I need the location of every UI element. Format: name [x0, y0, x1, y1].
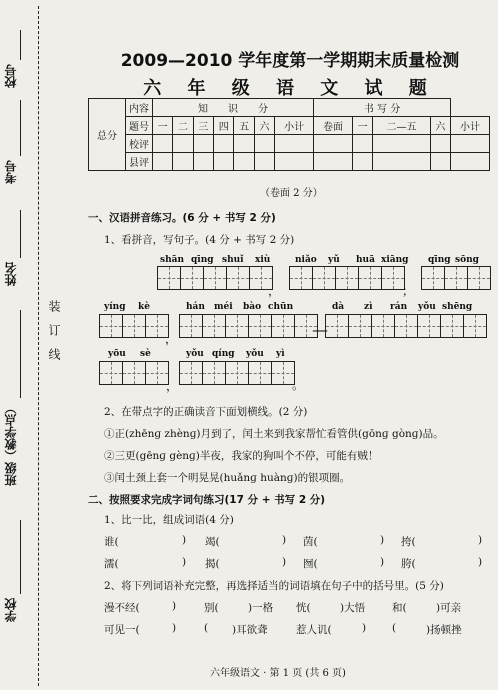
pinyin: yǒu — [186, 349, 204, 359]
writing-grid[interactable] — [326, 314, 487, 338]
idiom-part: ) — [172, 622, 177, 634]
writing-grid[interactable] — [100, 361, 169, 385]
pinyin: qīng — [428, 255, 451, 265]
pinyin: shuǐ — [222, 255, 244, 265]
total-cell: 总分 — [89, 99, 126, 171]
pinyin: qīng — [191, 255, 214, 265]
col-header: 五 — [234, 117, 254, 135]
pinyin: méi — [214, 302, 233, 312]
score-cell[interactable] — [234, 153, 254, 171]
page-footer: 六年级语文 · 第 1 页 (共 6 页) — [210, 668, 346, 679]
idiom-part: )大悟 — [340, 602, 366, 614]
col-header: 小计 — [275, 117, 314, 135]
s1-q2: 2、在带点字的正确读音下面划横线。(2 分) — [104, 406, 308, 418]
col-header: 小计 — [451, 117, 490, 135]
score-cell[interactable] — [193, 153, 213, 171]
s1-q2a: ①正(zhēnɡ zhènɡ)月到了，闰土来到我家帮忙看管供(gōnɡ gònɡ)品。 — [104, 428, 444, 440]
score-cell[interactable] — [214, 153, 234, 171]
score-cell[interactable] — [430, 153, 450, 171]
paper-note: （卷面 2 分） — [260, 188, 323, 199]
school-label: 学校 — [4, 598, 18, 622]
pinyin: yǒu — [418, 302, 436, 312]
writing-grid[interactable] — [422, 266, 491, 290]
exam-page: 校号 考号 姓名 班级（教学点） 学校 装 订 线 2009—2010 学年度第一学期期末质量检测 六 年 级 语 文 试 题 总分 内容 知 识 分 书 写 分 题号 一 二 三 四 五 六 小计 卷面 一 二—五 六 小计 校评 县评 （卷面 2 分） 一、汉语拼音练习。(6 分 + 书写 2 分) 1、看拼音，写句子。(4 分 + 书写 2 分) shān qīng shuǐ xiù niǎo yǔ huā xiāng qīng sōng ， ； yíng kè hán méi bào chūn dà zì rán yǒu shēng ， — yōu sè yǒu qíng yǒu yì ， 。 2、在带点字的正确读音下面划横线。(2 分) ①正(zhēnɡ zhènɡ)月到了，闰土来到我家帮忙看管供(gōnɡ gònɡ)品。 ②三更(gēnɡ gènɡ)半夜，我家的狗叫个不停，可能有贼！ ③闰土颈上套一个明晃晃(huǎnɡ huànɡ)的银项圈。 二、按照要求完成字词句练习(17 分 + 书写 2 分) 1、比一比，组成词语(4 分) 谁( ) 竭( ) 茵( ) 挎( ) 濡( ) 揭( ) 囫( ) 胯( ) 2、将下列词语补充完整，再选择适当的词语填在句子中的括号里。(5 分) 漫不经( ) 别( )一格 恍( )大悟 和( )可亲 可见一( ) ( )耳欲聋 惹人讥( ) ( )扬顿挫 六年级语文 · 第 1 页 (共 6 页) — [0, 0, 498, 690]
idiom-part: )耳欲聋 — [232, 624, 268, 636]
writing-grid[interactable] — [100, 314, 169, 338]
pinyin: rán — [390, 302, 408, 312]
pinyin: yíng — [104, 302, 126, 312]
content-label: 内容 — [126, 99, 153, 117]
col-header: 三 — [193, 117, 213, 135]
writing-grid[interactable] — [290, 266, 405, 290]
school-no-label: 校号 — [4, 64, 18, 88]
s1-q2c: ③闰土颈上套一个明晃晃(huǎnɡ huànɡ)的银项圈。 — [104, 472, 351, 484]
writing-header: 书 写 分 — [314, 99, 451, 117]
col-header: 四 — [214, 117, 234, 135]
score-cell[interactable] — [254, 135, 274, 153]
pinyin: xiāng — [381, 255, 409, 265]
compare-item: 揭( — [205, 558, 220, 570]
pinyin: sè — [140, 349, 151, 359]
compare-item: 胯( — [401, 558, 416, 570]
pinyin: yì — [276, 349, 285, 359]
tihao-label: 题号 — [126, 117, 153, 135]
paren-close: ) — [380, 534, 385, 546]
paren-close: ) — [282, 556, 287, 568]
col-header: 六 — [430, 117, 450, 135]
pinyin: hán — [186, 302, 205, 312]
score-table — [88, 98, 490, 171]
col-header: 二 — [173, 117, 193, 135]
score-cell[interactable] — [430, 135, 450, 153]
pinyin: xiù — [255, 255, 271, 265]
col-header: 六 — [254, 117, 274, 135]
name-label: 姓名 — [4, 262, 18, 286]
compare-item: 竭( — [205, 536, 220, 548]
school-no-line — [20, 30, 21, 60]
fold-line — [38, 6, 39, 686]
idiom-part: 惹人讥( — [296, 624, 332, 636]
s2-q1: 1、比一比，组成词语(4 分) — [104, 514, 234, 526]
pinyin: shēng — [442, 302, 473, 312]
paren-close: ) — [182, 534, 187, 546]
idiom-part: ) — [362, 622, 367, 634]
idiom-part: )可亲 — [436, 602, 462, 614]
paren-close: ) — [478, 556, 483, 568]
score-cell[interactable] — [275, 153, 314, 171]
exam-title: 2009—2010 学年度第一学期期末质量检测 — [120, 51, 460, 71]
class-label: 班级（教学点） — [4, 402, 18, 486]
score-cell[interactable] — [173, 153, 193, 171]
score-cell[interactable] — [153, 135, 173, 153]
exam-no-label: 考号 — [4, 160, 18, 184]
exam-no-line — [20, 100, 21, 156]
name-line — [20, 210, 21, 258]
col-header: 一 — [153, 117, 173, 135]
score-cell[interactable] — [314, 135, 353, 153]
binding-char: 装 — [47, 300, 61, 312]
idiom-part: 漫不经( — [104, 602, 140, 614]
pinyin: zì — [364, 302, 373, 312]
writing-grid[interactable] — [180, 361, 295, 385]
school-line — [20, 520, 21, 594]
compare-item: 谁( — [104, 536, 119, 548]
pinyin: yǔ — [328, 255, 340, 265]
paren-close: ) — [380, 556, 385, 568]
s2-q2: 2、将下列词语补充完整，再选择适当的词语填在句子中的括号里。(5 分) — [104, 580, 444, 592]
binding-char: 订 — [47, 324, 61, 336]
idiom-part: 别( — [204, 602, 219, 614]
pinyin: shān — [160, 255, 184, 265]
score-cell[interactable] — [373, 135, 430, 153]
compare-item: 濡( — [104, 558, 119, 570]
class-line — [20, 310, 21, 398]
pinyin: yōu — [108, 349, 126, 359]
paren-close: ) — [282, 534, 287, 546]
binding-char: 线 — [47, 348, 61, 360]
knowledge-header: 知 识 分 — [153, 99, 314, 117]
score-cell[interactable] — [153, 153, 173, 171]
col-header: 一 — [352, 117, 372, 135]
section1-heading: 一、汉语拼音练习。(6 分 + 书写 2 分) — [88, 212, 276, 224]
score-cell[interactable] — [352, 135, 372, 153]
idiom-part: ( — [204, 622, 209, 634]
idiom-part: 和( — [392, 602, 407, 614]
pinyin: huā — [356, 255, 375, 265]
s1-q1: 1、看拼音，写句子。(4 分 + 书写 2 分) — [104, 234, 295, 246]
pinyin: chūn — [268, 302, 294, 312]
score-cell[interactable] — [314, 153, 353, 171]
pinyin: bào — [243, 302, 262, 312]
score-cell[interactable] — [451, 135, 490, 153]
compare-item: 挎( — [401, 536, 416, 548]
score-cell[interactable] — [373, 153, 430, 171]
exam-subtitle: 六 年 级 语 文 试 题 — [143, 78, 437, 99]
pinyin: sōng — [455, 255, 479, 265]
compare-item: 囫( — [303, 558, 318, 570]
pinyin: kè — [138, 302, 150, 312]
idiom-part: ( — [392, 622, 397, 634]
score-cell[interactable] — [352, 153, 372, 171]
score-cell[interactable] — [234, 135, 254, 153]
col-header: 卷面 — [314, 117, 353, 135]
col-header: 二—五 — [373, 117, 430, 135]
pinyin: qíng — [212, 349, 235, 359]
pinyin: yǒu — [246, 349, 264, 359]
s1-q2b: ②三更(gēnɡ gènɡ)半夜，我家的狗叫个不停，可能有贼！ — [104, 450, 379, 462]
score-cell[interactable] — [173, 135, 193, 153]
paren-close: ) — [182, 556, 187, 568]
pinyin: dà — [332, 302, 345, 312]
idiom-part: 恍( — [296, 602, 311, 614]
idiom-part: )扬顿挫 — [426, 624, 462, 636]
section2-heading: 二、按照要求完成字词句练习(17 分 + 书写 2 分) — [88, 494, 326, 506]
score-cell[interactable] — [451, 153, 490, 171]
score-cell[interactable] — [214, 135, 234, 153]
score-cell[interactable] — [254, 153, 274, 171]
score-cell[interactable] — [275, 135, 314, 153]
idiom-part: 可见一( — [104, 624, 140, 636]
idiom-part: )一格 — [248, 602, 274, 614]
xiaoping-label: 校评 — [126, 135, 153, 153]
pinyin: niǎo — [295, 255, 317, 265]
writing-grid[interactable] — [180, 314, 318, 338]
writing-grid[interactable] — [158, 266, 273, 290]
idiom-part: ) — [172, 600, 177, 612]
score-cell[interactable] — [193, 135, 213, 153]
xianping-label: 县评 — [126, 153, 153, 171]
compare-item: 茵( — [303, 536, 318, 548]
paren-close: ) — [478, 534, 483, 546]
